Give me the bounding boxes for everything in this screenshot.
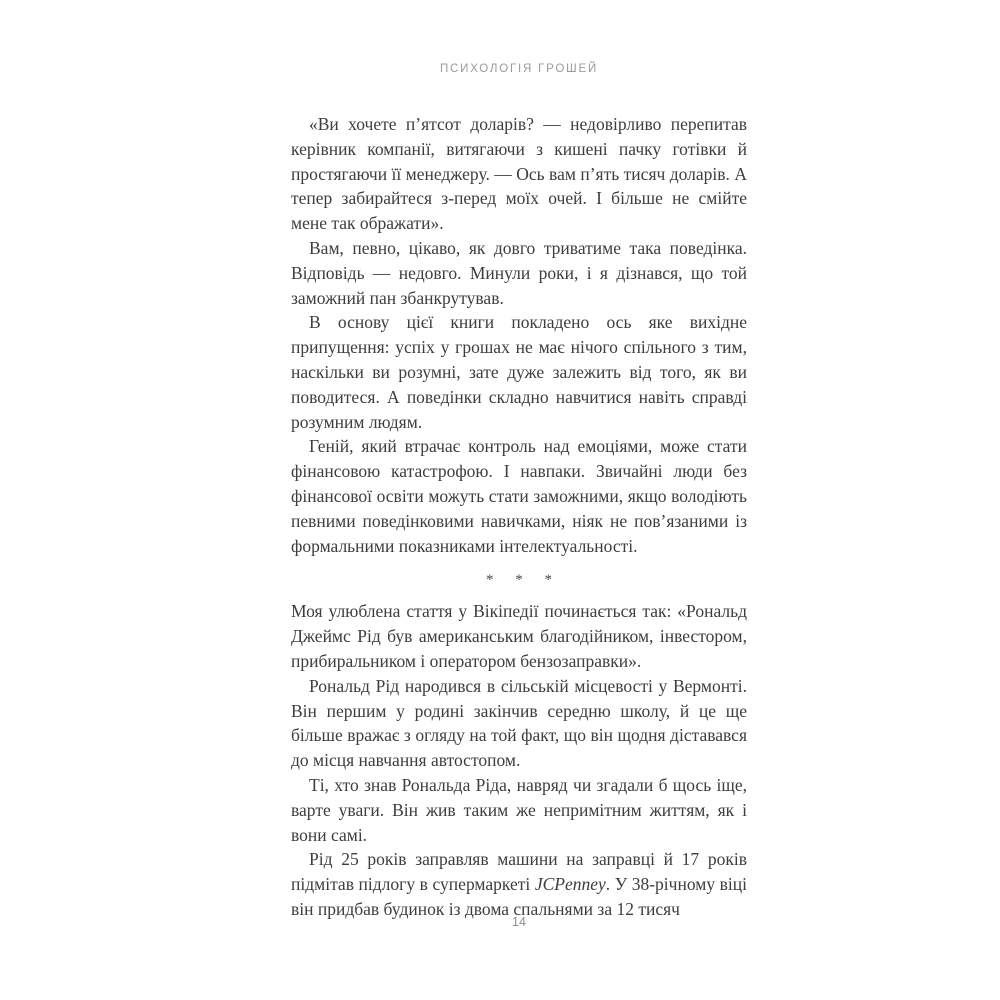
paragraph-quote-500-dollars: «Ви хочете п’ятсот доларів? — недовірливо перепитав керівник компанії, витягаючи з кишені пачку готівки й простягаючи її менеджеру. — Ось вам п’ять тисяч доларів. А тепер забирайтеся з-перед моїх очей. І більше не смійте мене так ображати». (291, 114, 747, 234)
paragraph-jcpenney-text-before: Рід 25 років заправляв машини на заправці й 17 років підмітав підлогу в супермаркеті (291, 849, 747, 895)
page-number: 14 (512, 915, 526, 929)
paragraph-unremarkable-life: Ті, хто знав Рональда Ріда, навряд чи згадали б щось іще, варте уваги. Він жив таким же непримітним життям, як і вони самі. (291, 774, 747, 845)
text-column (291, 112, 747, 922)
paragraph-how-long-behavior: Вам, певно, цікаво, як довго триватиме така поведінка. Відповідь — недовго. Минули роки, і я дізнався, що той заможний пан збанкрутував. (291, 237, 747, 308)
paragraph-wikipedia-article: Моя улюблена стаття у Вікіпедії починається так: «Рональд Джеймс Рід був американським благодійником, інвестором, прибиральником і оператором бензозаправки». (291, 601, 747, 671)
section-separator: * * * (486, 572, 561, 589)
paragraph-jcpenney-text-after: . У 38-річному віці він придбав будинок із двома спальнями за 12 тисяч (291, 874, 748, 919)
paragraph-ronald-read-vermont: Рональд Рід народився в сільській місцевості у Вермонті. Він першим у родині закінчив середню школу, й це ще більше вражає з огляду на той факт, що він щодня діставався до місця навчання автостопом. (291, 675, 747, 771)
paragraph-book-premise: В основу цієї книги покладено ось яке вихідне припущення: успіх у грошах не має нічого спільного з тим, наскільки ви розумні, зате дуже залежить від того, як ви поводитеся. А поведінки складно навчитися навіть справді розумним людям. (291, 312, 747, 432)
paragraph-jcpenney (291, 847, 747, 921)
jcpenney-brand-italic: JCPenney (534, 874, 606, 895)
running-header: ПСИХОЛОГІЯ ГРОШЕЙ (439, 63, 599, 75)
paragraph-genius-vs-ordinary: Геній, який втрачає контроль над емоціями, може стати фінансовою катастрофою. І навпаки. Звичайні люди без фінансової освіти можуть стати заможними, якщо володіють певними поведінковими навичками, ніяк не пов’язаними із формальними показниками інтелектуальності. (291, 436, 747, 556)
